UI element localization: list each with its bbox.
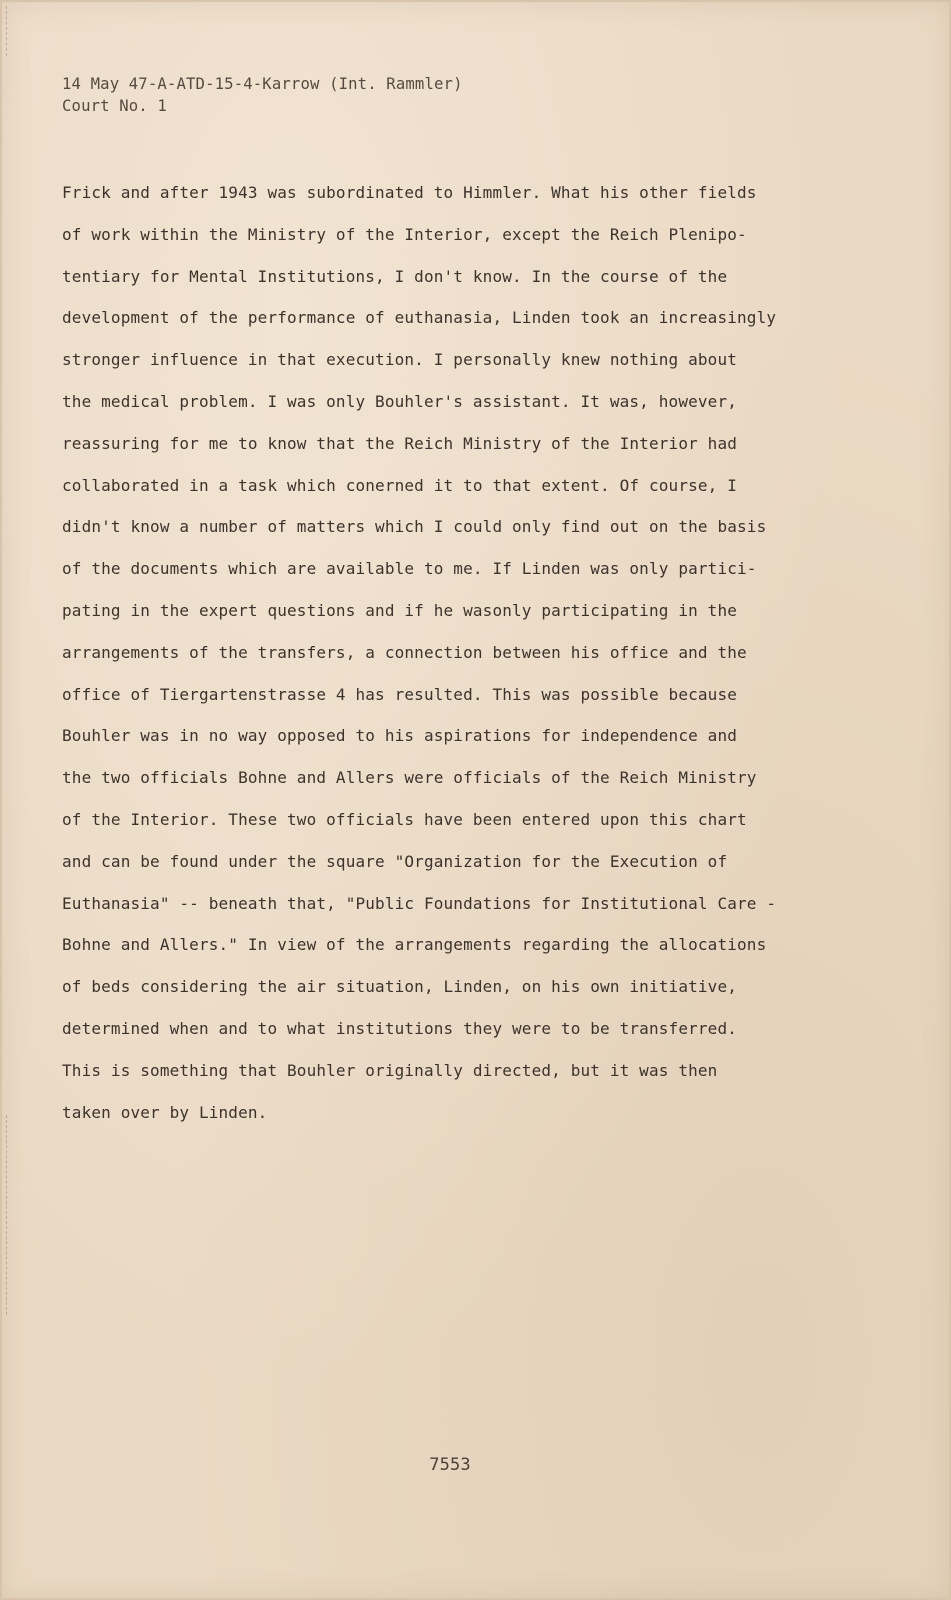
binding-edge-mark — [0, 1115, 7, 1315]
body-line: of the documents which are available to me. If Linden was only partici- — [62, 559, 757, 579]
body-line: Frick and after 1943 was subordinated to Himmler. What his other fields — [62, 183, 757, 202]
body-line: taken over by Linden. — [62, 1102, 268, 1122]
body-line: stronger influence in that execution. I personally knew nothing about — [62, 350, 738, 370]
document-header — [62, 73, 463, 117]
body-line: of work within the Ministry of the Interior, except the Reich Plenipo- — [62, 224, 747, 244]
body-line: pating in the expert questions and if he wasonly participating in the — [62, 600, 738, 620]
body-line: This is something that Bouhler originally directed, but it was then — [62, 1060, 718, 1080]
header-court-line: Court No. 1 — [62, 97, 167, 115]
body-line: didn't know a number of matters which I could only find out on the basis — [62, 517, 767, 537]
body-line: tentiary for Mental Institutions, I don't know. In the course of the — [62, 266, 728, 286]
body-line: development of the performance of euthanasia, Linden took an increasingly — [62, 308, 777, 328]
binding-edge-mark — [0, 6, 7, 56]
body-line: arrangements of the transfers, a connection between his office and the — [62, 642, 747, 662]
header-reference-line: 14 May 47-A-ATD-15-4-Karrow (Int. Rammler) — [62, 75, 463, 93]
body-line: of the Interior. These two officials have been entered upon this chart — [62, 809, 747, 829]
page-number: 7553 — [429, 1455, 471, 1475]
body-line: Bohne and Allers." In view of the arrangements regarding the allocations — [62, 935, 767, 955]
body-line: and can be found under the square "Organization for the Execution of — [62, 851, 728, 871]
body-line: collaborated in a task which conerned it to that extent. Of course, I — [62, 475, 738, 495]
body-line: Bouhler was in no way opposed to his aspirations for independence and — [62, 726, 738, 746]
body-line: the medical problem. I was only Bouhler's assistant. It was, however, — [62, 391, 738, 411]
body-line: reassuring for me to know that the Reich Ministry of the Interior had — [62, 433, 738, 453]
body-line: office of Tiergartenstrasse 4 has resulted. This was possible because — [62, 684, 738, 704]
body-line: Euthanasia" -- beneath that, "Public Foundations for Institutional Care - — [62, 893, 777, 913]
body-line: of beds considering the air situation, Linden, on his own initiative, — [62, 977, 738, 997]
transcript-body — [62, 172, 822, 1133]
body-line: the two officials Bohne and Allers were officials of the Reich Ministry — [62, 768, 757, 788]
body-line: determined when and to what institutions they were to be transferred. — [62, 1018, 738, 1038]
